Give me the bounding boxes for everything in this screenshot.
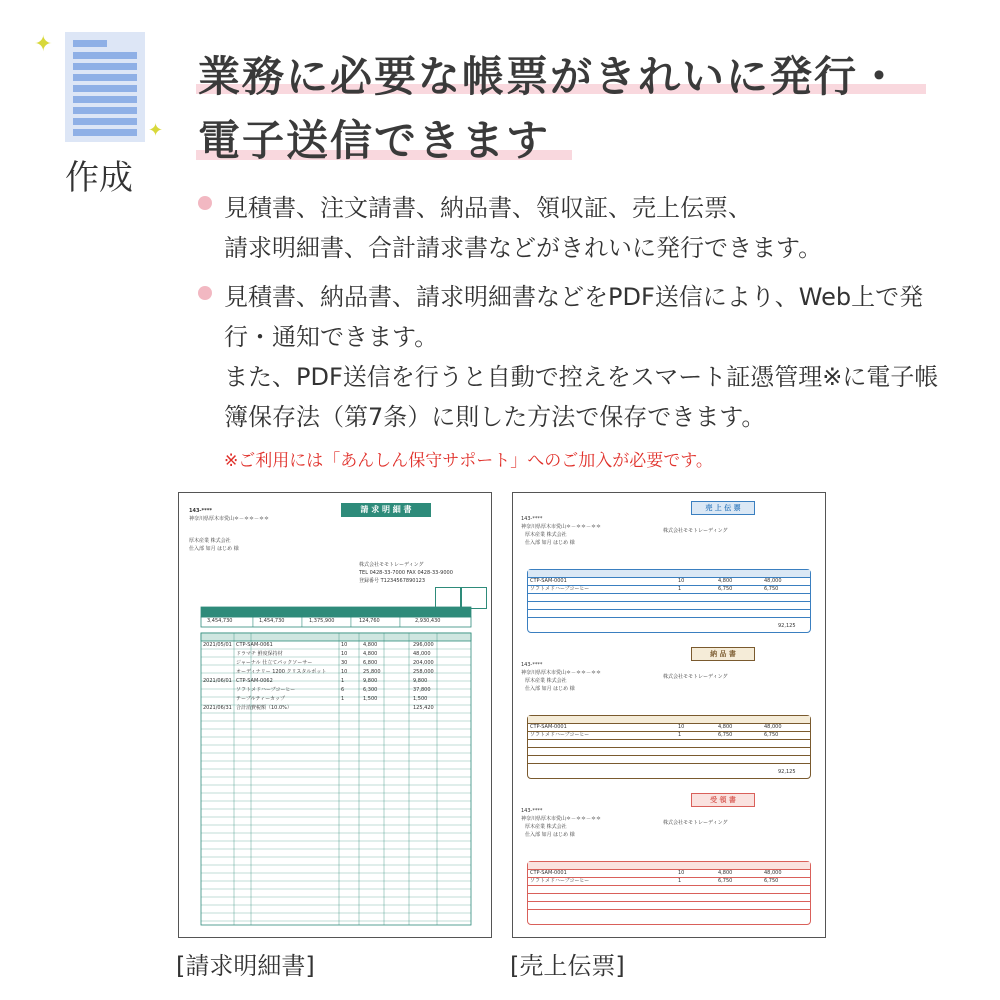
table-cell: 48,000 [413,651,431,657]
bullet-2-line-1: 見積書、納品書、請求明細書などをPDF送信により、Web上で発 [224,283,924,311]
slip-row-line [528,763,810,764]
support-note: ※ご利用には「あんしん保守サポート」へのご加入が必要です。 [224,451,713,471]
headline-line-1: 業務に必要な帳票がきれいに発行・ [198,52,903,101]
slip-cell: ソフトメドハーブコーヒー [530,878,590,884]
bullet-2-line-3: また、PDF送信を行うと自動で控えをスマート証憑管理※に電子帳 [224,363,939,391]
slip-cell: CTP-SAM-0001 [530,578,567,584]
table-cell: CTP-SAM-0061 [236,642,273,648]
slip-info: 143-**** [521,662,543,668]
table-cell: 10 [341,651,348,657]
slip-section [513,499,825,639]
invoice-detail-preview [178,492,492,938]
slip-row-line [528,601,810,602]
slip-table [527,569,811,633]
icon-label: 作成 [65,158,133,198]
table-cell: オーディナリー 1200 クリスタルポット [236,669,327,675]
bullet-icon [198,286,212,300]
slip-row-line [528,739,810,740]
issuer-phone: TEL 0428-33-7000 FAX 0428-33-9000 [359,570,453,576]
slip-info: 仕入部 如月 はじめ 様 [525,686,575,692]
slip-section [513,791,825,931]
slip-info: 厚木産業 株式会社 [525,678,567,684]
table-cell: テーブルティーカップ [236,696,286,702]
table-cell: 2021/05/01 [203,642,232,648]
slip-info: 143-**** [521,808,543,814]
slip-cell: 10 [678,578,685,584]
slip-cell: 10 [678,724,685,730]
summary-value: 3,454,730 [207,618,233,624]
slip-row-line [528,901,810,902]
slip-cell: 4,800 [718,870,733,876]
summary-value: 1,375,900 [309,618,335,624]
slip-cell: ソフトメドハーブコーヒー [530,586,590,592]
slip-cell: 6,750 [764,878,779,884]
slip-cell: 1 [678,878,682,884]
table-cell: 25,800 [363,669,381,675]
bullet-2-line-4: 簿保存法（第7条）に則した方法で保存できます。 [224,403,766,431]
slip-title: 納 品 書 [691,647,755,661]
issuer-name: 株式会社モモトレーディング [359,562,424,568]
table-cell: 6 [341,687,345,693]
slip-row-line [528,893,810,894]
slip-row-line [528,747,810,748]
table-cell: 10 [341,642,348,648]
slip-info: 株式会社モモトレーディング [663,528,728,534]
slip-info: 厚木産業 株式会社 [525,532,567,538]
document-title: 請 求 明 細 書 [341,503,431,517]
slip-info: 神奈川県厚木市愛山＊－＊＊－＊＊ [521,524,602,530]
summary-value: 1,454,730 [259,618,285,624]
table-cell: 296,000 [413,642,434,648]
slip-row-line [528,885,810,886]
slip-title: 売 上 伝 票 [691,501,755,515]
table-cell: ドラマチ 鮮度保持材 [236,651,283,657]
slip-row-line [528,609,810,610]
slip-info: 神奈川県厚木市愛山＊－＊＊－＊＊ [521,816,602,822]
table-cell: ジャーナル 仕立てパックソーサー [236,660,313,666]
slip-cell: CTP-SAM-0001 [530,870,567,876]
table-cell: 1 [341,678,345,684]
slip-row-line [528,593,810,594]
slip-total: 92,125 [778,769,796,775]
summary-value: 2,930,430 [415,618,441,624]
slip-cell: 6,750 [764,732,779,738]
detail-table [201,633,471,925]
customer-contact: 仕入部 如月 はじめ 様 [189,546,239,552]
table-cell: 125,420 [413,705,434,711]
sales-slip-caption: [売上伝票] [510,952,625,980]
table-cell: 204,000 [413,660,434,666]
slip-cell: ソフトメドハーブコーヒー [530,732,590,738]
headline-line-2: 電子送信できます [198,116,551,165]
registration-number: 登録番号 T1234567890123 [359,578,425,584]
table-cell: 合計消費税額（10.0%） [236,705,292,711]
summary-header [201,607,471,617]
invoice-detail-caption: [請求明細書] [176,952,315,980]
table-cell: 2021/06/01 [203,678,232,684]
slip-info: 神奈川県厚木市愛山＊－＊＊－＊＊ [521,670,602,676]
slip-table [527,861,811,925]
slip-row-line [528,909,810,910]
bullet-1-line-2: 請求明細書、合計請求書などがきれいに発行できます。 [224,234,823,262]
slip-cell: 48,000 [764,578,782,584]
slip-title: 受 領 書 [691,793,755,807]
table-cell: 9,800 [413,678,428,684]
slip-cell: 4,800 [718,724,733,730]
table-cell: 10 [341,669,348,675]
slip-table-header [528,570,810,578]
table-cell: 4,800 [363,642,378,648]
table-cell: 37,800 [413,687,431,693]
slip-info: 仕入部 如月 はじめ 様 [525,832,575,838]
table-cell: 6,800 [363,660,378,666]
customer-name: 厚木産業 株式会社 [189,538,231,544]
slip-info: 仕入部 如月 はじめ 様 [525,540,575,546]
table-cell: 1 [341,696,345,702]
table-cell: 30 [341,660,348,666]
slip-section [513,645,825,785]
slip-info: 株式会社モモトレーディング [663,674,728,680]
table-cell: 4,800 [363,651,378,657]
slip-table [527,715,811,779]
slip-row-line [528,755,810,756]
slip-cell: 1 [678,586,682,592]
table-cell: 9,800 [363,678,378,684]
slip-info: 株式会社モモトレーディング [663,820,728,826]
slip-cell: 6,750 [764,586,779,592]
summary-value: 124,760 [359,618,380,624]
sales-slip-preview [512,492,826,938]
slip-cell: CTP-SAM-0001 [530,724,567,730]
postal-code: 143-**** [189,508,212,514]
slip-cell: 6,750 [718,878,733,884]
table-cell: CTP-SAM-0062 [236,678,273,684]
slip-row-line [528,617,810,618]
slip-info: 厚木産業 株式会社 [525,824,567,830]
slip-cell: 10 [678,870,685,876]
table-cell: 1,500 [363,696,378,702]
sparkle-icon: ✦ [34,32,53,57]
slip-info: 143-**** [521,516,543,522]
slip-cell: 4,800 [718,578,733,584]
table-cell: 2021/06/31 [203,705,232,711]
bullet-1-line-1: 見積書、注文請書、納品書、領収証、売上伝票、 [224,194,752,222]
slip-total: 92,125 [778,623,796,629]
slip-cell: 48,000 [764,870,782,876]
table-cell: 1,500 [413,696,428,702]
table-cell: 6,300 [363,687,378,693]
slip-cell: 6,750 [718,586,733,592]
bullet-2-line-2: 行・通知できます。 [224,323,439,351]
detail-header [201,633,471,641]
bullet-icon [198,196,212,210]
slip-table-header [528,716,810,724]
table-cell: 258,000 [413,669,434,675]
slip-cell: 1 [678,732,682,738]
sparkle-icon: ✦ [148,120,164,141]
table-cell: ソフトメドハーブコーヒー [236,687,296,693]
address: 神奈川県厚木市愛山＊－＊＊－＊＊ [189,516,270,522]
invoice-table-grid [179,493,491,937]
slip-cell: 48,000 [764,724,782,730]
slip-table-header [528,862,810,870]
slip-cell: 6,750 [718,732,733,738]
spreadsheet-icon [65,32,145,142]
